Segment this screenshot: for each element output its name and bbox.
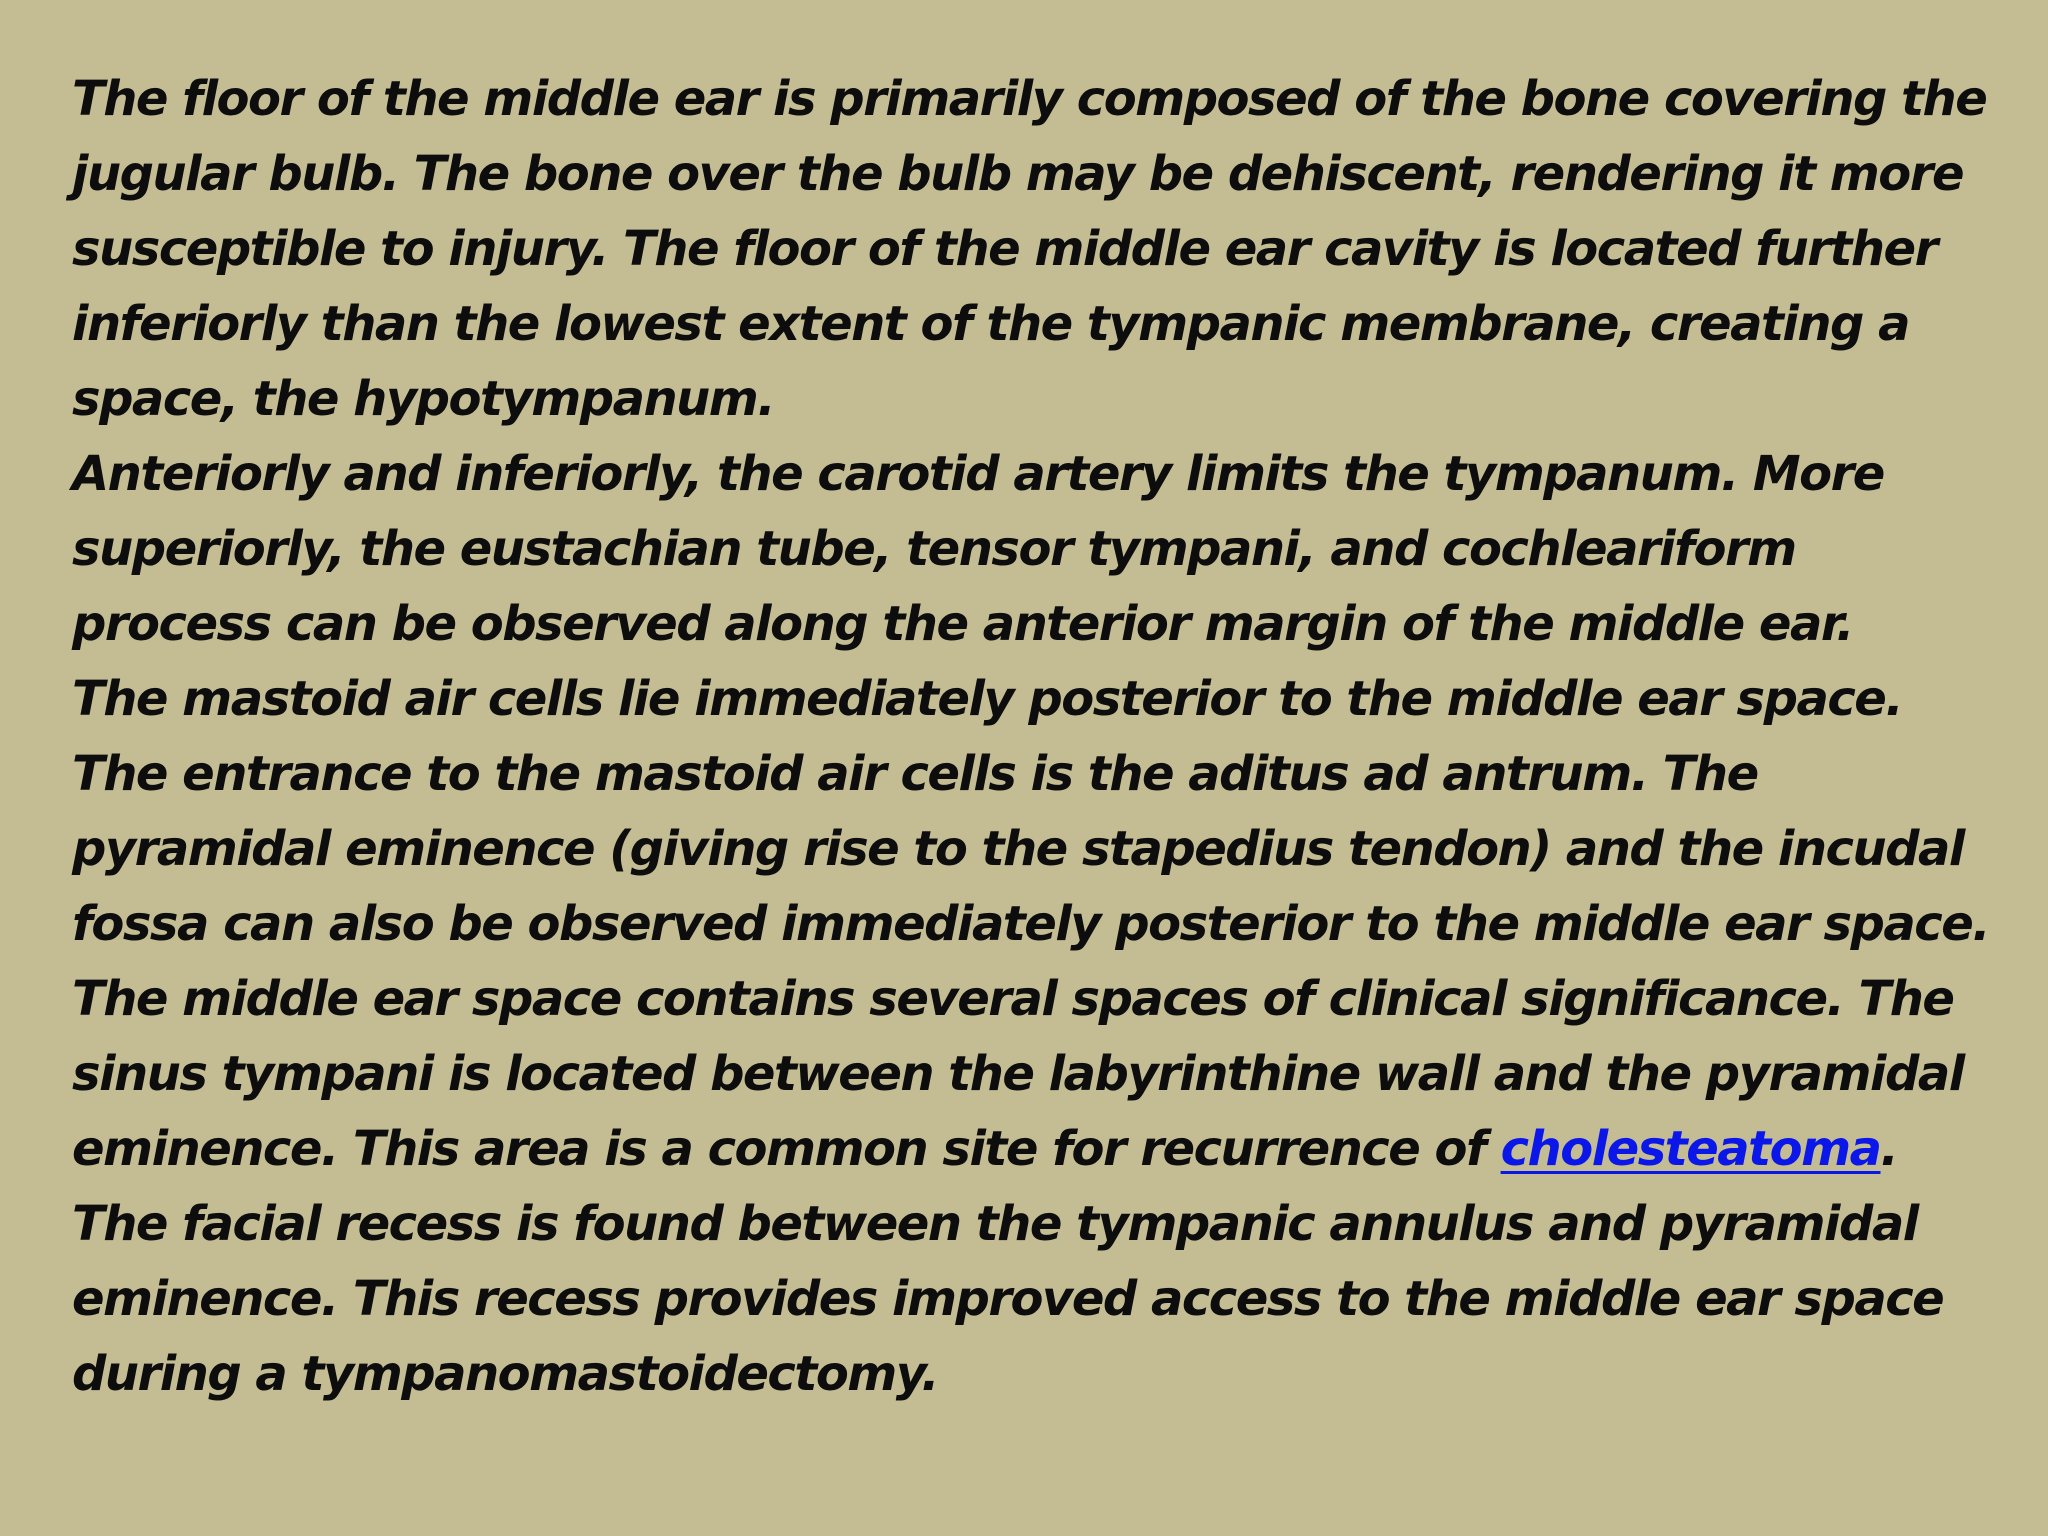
text-line: space, the hypotympanum. bbox=[72, 371, 775, 427]
text-line: The entrance to the mastoid air cells is the aditus ad antrum. The bbox=[72, 746, 1758, 802]
text-line-prefix: eminence. This area is a common site for recurrence of bbox=[72, 1121, 1501, 1177]
text-line-with-link bbox=[72, 1112, 2012, 1187]
text-line: during a tympanomastoidectomy. bbox=[72, 1346, 938, 1402]
text-line: The mastoid air cells lie immediately posterior to the middle ear space. bbox=[72, 671, 1903, 727]
cholesteatoma-link[interactable]: cholesteatoma bbox=[1500, 1121, 1881, 1177]
text-line-suffix: . bbox=[1880, 1121, 1898, 1177]
text-line: The facial recess is found between the tympanic annulus and pyramidal bbox=[72, 1196, 1918, 1252]
text-line: inferiorly than the lowest extent of the tympanic membrane, creating a bbox=[72, 296, 1909, 352]
body-text bbox=[72, 62, 2012, 1412]
text-line: process can be observed along the anterior margin of the middle ear. bbox=[72, 596, 1853, 652]
text-line: The middle ear space contains several spaces of clinical significance. The bbox=[72, 971, 1954, 1027]
text-line: susceptible to injury. The floor of the middle ear cavity is located further bbox=[72, 221, 1937, 277]
text-line: Anteriorly and inferiorly, the carotid artery limits the tympanum. More bbox=[72, 446, 1884, 502]
text-line: The floor of the middle ear is primarily composed of the bone covering the bbox=[72, 71, 1987, 127]
text-line: eminence. This recess provides improved access to the middle ear space bbox=[72, 1271, 1944, 1327]
text-line: jugular bulb. The bone over the bulb may be dehiscent, rendering it more bbox=[72, 146, 1964, 202]
text-line: superiorly, the eustachian tube, tensor tympani, and cochleariform bbox=[72, 521, 1796, 577]
text-line: pyramidal eminence (giving rise to the stapedius tendon) and the incudal bbox=[72, 821, 1964, 877]
text-line: sinus tympani is located between the labyrinthine wall and the pyramidal bbox=[72, 1046, 1964, 1102]
text-line: fossa can also be observed immediately posterior to the middle ear space. bbox=[72, 896, 1989, 952]
